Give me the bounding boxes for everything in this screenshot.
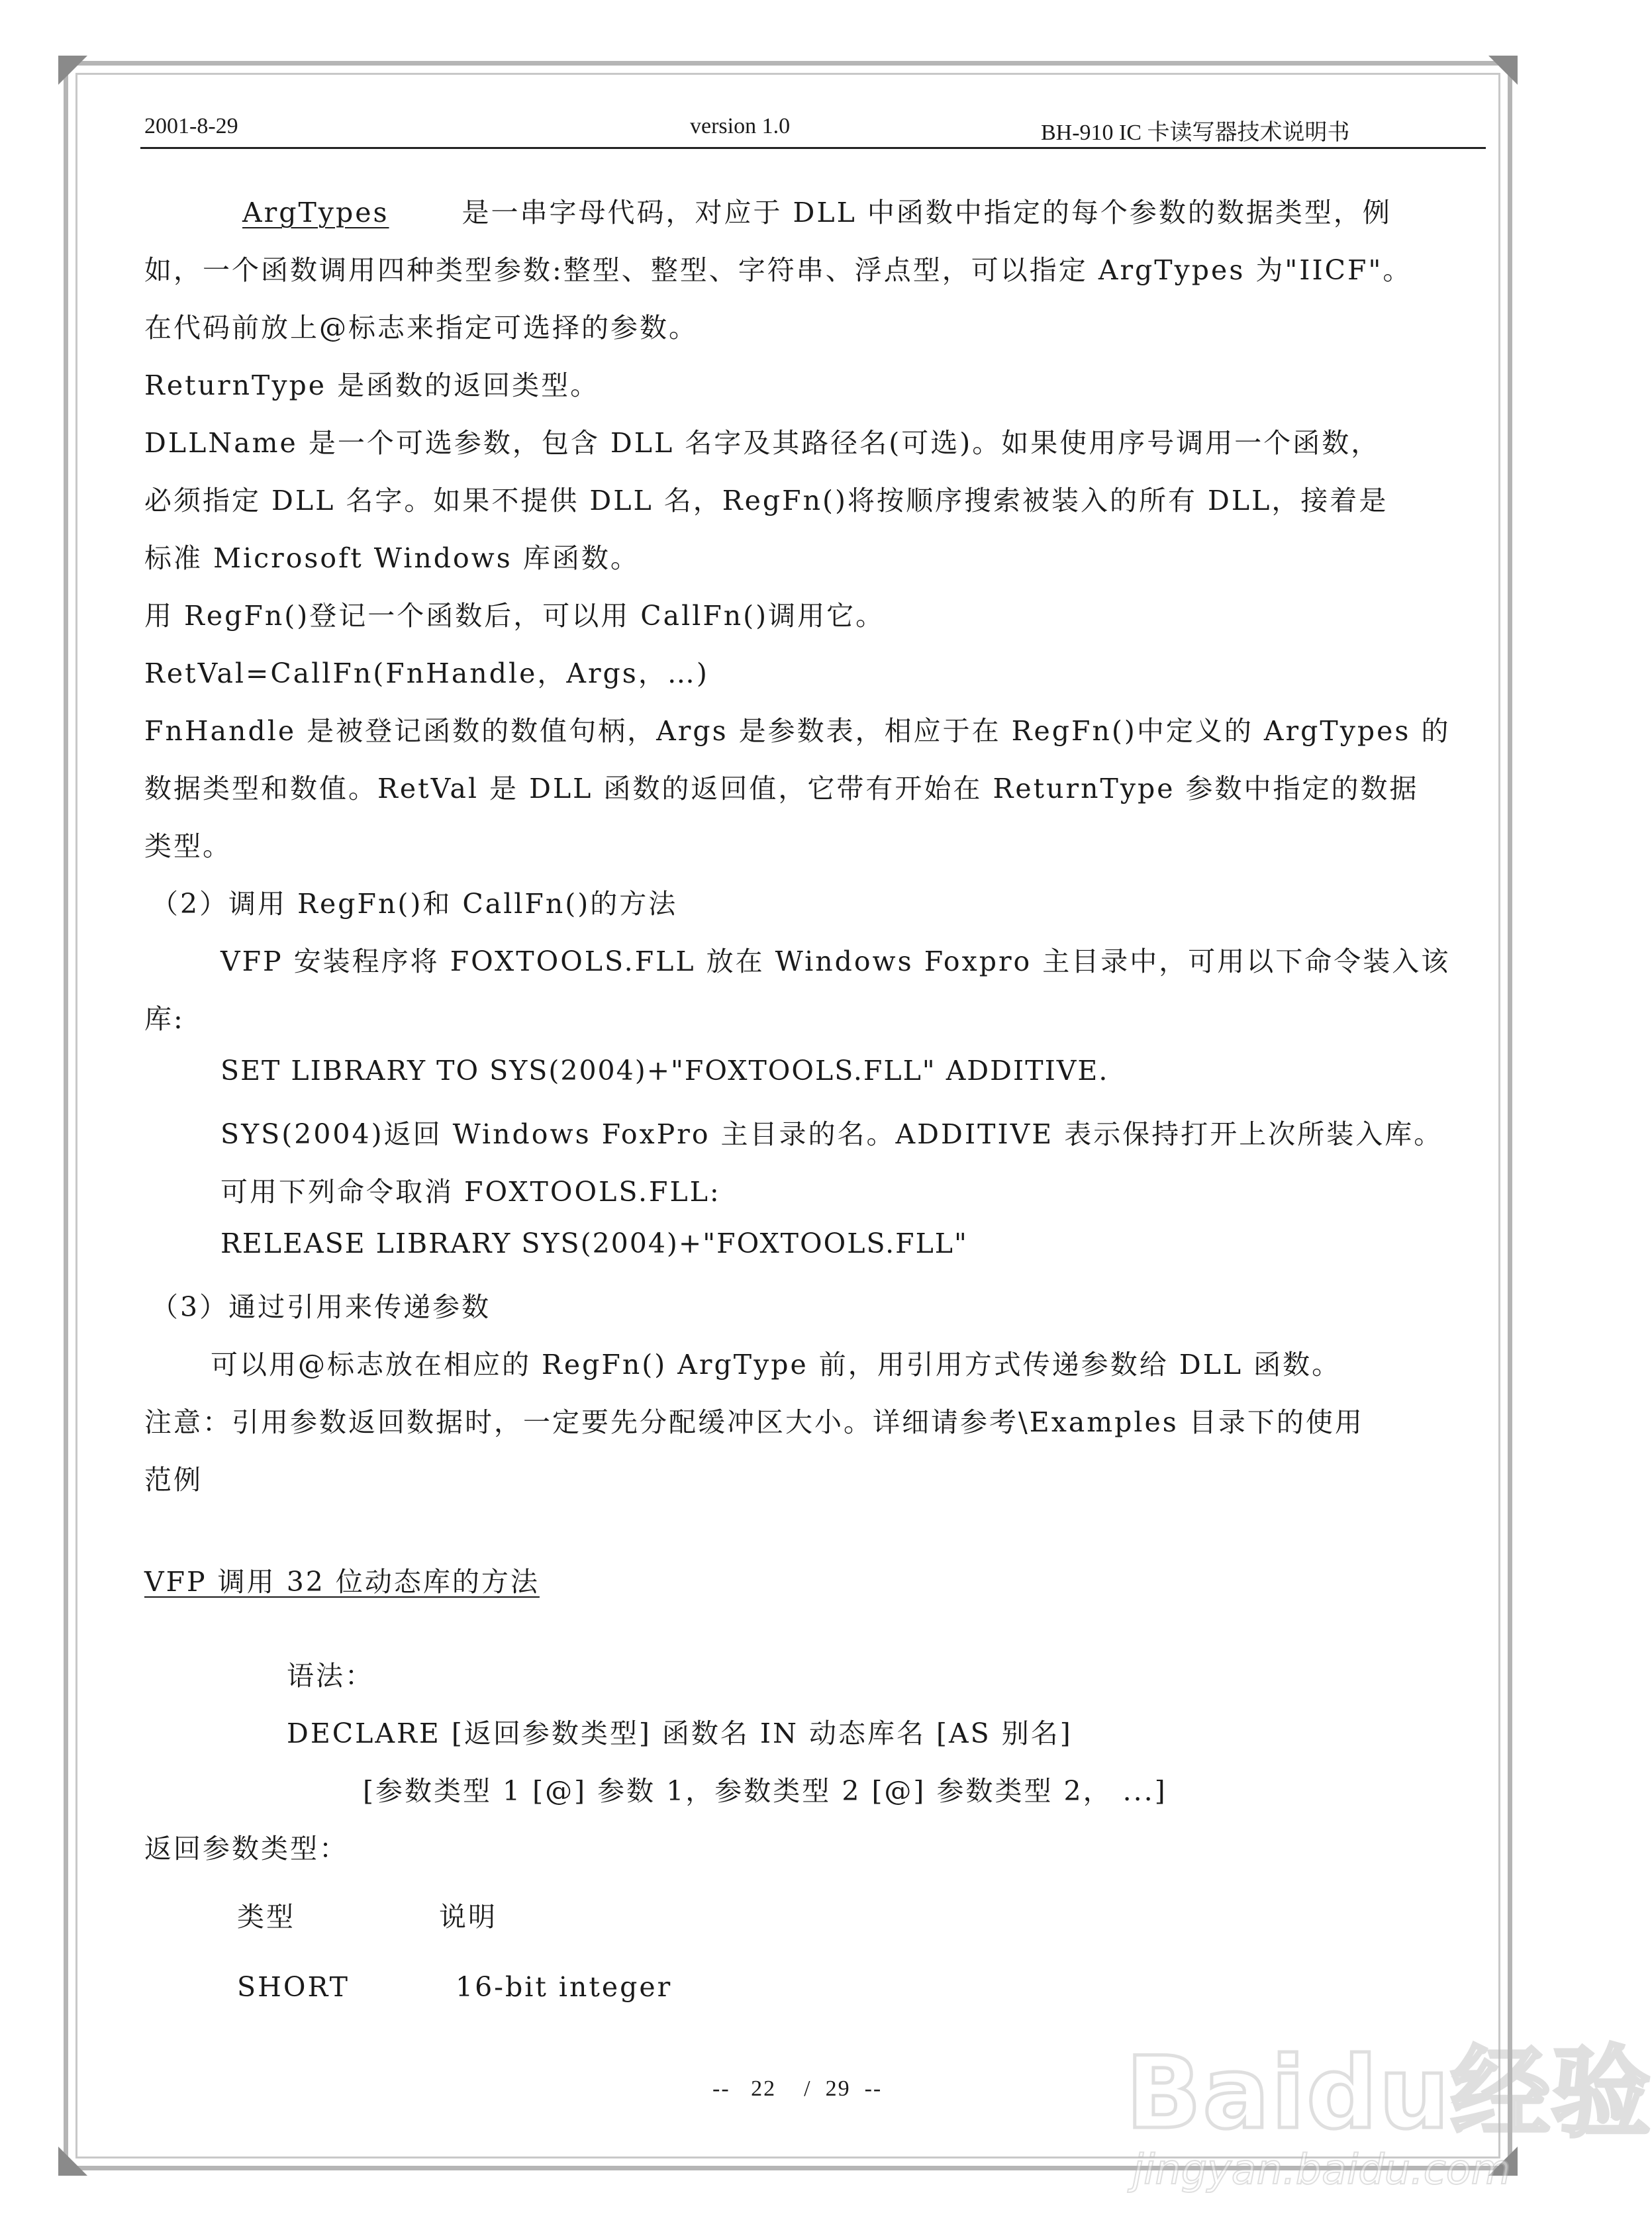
text-line: DLLName 是一个可选参数，包含 DLL 名字及其路径名(可选)。如果使用序号调用一个函数， <box>144 427 1381 459</box>
page-number <box>712 2076 882 2102</box>
page-prefix: -- <box>712 2076 730 2101</box>
argtypes-paragraph <box>242 191 1392 230</box>
text-line: VFP 安装程序将 FOXTOOLS.FLL 放在 Windows Foxpro 主目录中，可用以下命令装入该 <box>220 945 1451 977</box>
text-line: 可以用@标志放在相应的 RegFn() ArgType 前，用引用方式传递参数给 DLL 函数。 <box>211 1349 1341 1381</box>
page-suffix: -- <box>864 2076 883 2101</box>
corner-ornament <box>58 56 87 85</box>
text-line: 如，一个函数调用四种类型参数:整型、整型、字符串、浮点型，可以指定 ArgTypes 为"IICF"。 <box>144 254 1412 286</box>
text-line: 可用下列命令取消 FOXTOOLS.FLL: <box>220 1176 721 1208</box>
table-cell-type: SHORT <box>237 1971 350 2003</box>
section-title: VFP 调用 32 位动态库的方法 <box>144 1566 540 1598</box>
table-header-desc: 说明 <box>439 1901 497 1933</box>
page-sep: / <box>804 2076 812 2101</box>
page-header <box>140 111 1486 149</box>
declare-params: [参数类型 1 [@] 参数 1，参数类型 2 [@] 参数类型 2， ...] <box>363 1775 1167 1807</box>
text-line: 注意：引用参数返回数据时，一定要先分配缓冲区大小。详细请参考\Examples 目录下的使用 <box>144 1406 1364 1438</box>
watermark-url: jingyan.baidu.com <box>1132 2145 1512 2194</box>
watermark-logo: Baidu经验 <box>1126 2036 1652 2151</box>
text-line: FnHandle 是被登记函数的数值句柄，Args 是参数表，相应于在 RegFn()中定义的 ArgTypes 的 <box>144 715 1451 747</box>
text-line: 在代码前放上@标志来指定可选择的参数。 <box>144 312 698 344</box>
table-cell-desc: 16-bit integer <box>456 1971 673 2003</box>
header-date: 2001-8-29 <box>144 114 238 138</box>
corner-ornament <box>58 2147 87 2176</box>
text-line: 用 RegFn()登记一个函数后，可以用 CallFn()调用它。 <box>144 600 885 632</box>
subsection-heading: （2）调用 RegFn()和 CallFn()的方法 <box>151 888 678 920</box>
text-line: 类型。 <box>144 830 232 862</box>
argtypes-term: ArgTypes <box>242 197 389 228</box>
baidu-watermark <box>1059 2013 1652 2211</box>
text-line: 范例 <box>144 1464 203 1496</box>
return-types-label: 返回参数类型： <box>144 1833 348 1865</box>
text-line: SYS(2004)返回 Windows FoxPro 主目录的名。ADDITIVE 表示保持打开上次所装入库。 <box>220 1118 1443 1150</box>
argtypes-description: 是一串字母代码，对应于 DLL 中函数中指定的每个参数的数据类型，例 <box>462 197 1392 228</box>
text-line: 必须指定 DLL 名字。如果不提供 DLL 名，RegFn()将按顺序搜索被装入的所有 DLL，接着是 <box>144 485 1388 516</box>
table-header-type: 类型 <box>237 1901 295 1933</box>
declare-syntax: DECLARE [返回参数类型] 函数名 IN 动态库名 [AS 别名] <box>287 1718 1073 1749</box>
corner-ornament <box>1488 56 1518 85</box>
text-line: ReturnType 是函数的返回类型。 <box>144 369 600 401</box>
text-line: 库: <box>144 1003 185 1035</box>
code-line: RetVal=CallFn(FnHandle，Args，…) <box>144 657 709 689</box>
subsection-heading: （3）通过引用来传递参数 <box>151 1291 491 1323</box>
header-version: version 1.0 <box>690 114 791 138</box>
page-current: 22 <box>751 2076 777 2101</box>
header-title: BH-910 IC 卡读写器技术说明书 <box>1041 121 1350 145</box>
code-line: RELEASE LIBRARY SYS(2004)+"FOXTOOLS.FLL" <box>220 1228 968 1259</box>
text-line: 数据类型和数值。RetVal 是 DLL 函数的返回值，它带有开始在 ReturnType 参数中指定的数据 <box>144 773 1419 804</box>
syntax-label: 语法： <box>287 1660 374 1692</box>
page-total: 29 <box>825 2076 851 2101</box>
code-line: SET LIBRARY TO SYS(2004)+"FOXTOOLS.FLL" ADDITIVE. <box>220 1055 1109 1087</box>
text-line: 标准 Microsoft Windows 库函数。 <box>144 542 640 574</box>
